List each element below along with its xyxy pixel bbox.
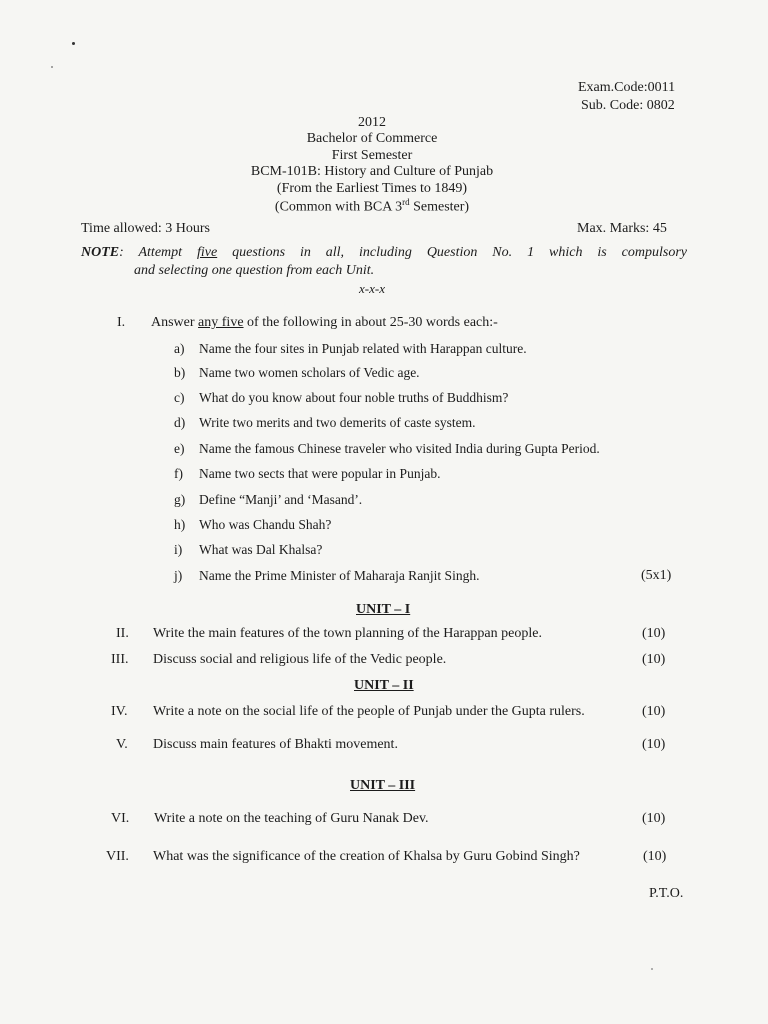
scan-speck bbox=[651, 968, 653, 970]
q1-intro-post: of the following in about 25-30 words each:- bbox=[243, 315, 498, 330]
note-emphasis: five bbox=[196, 245, 218, 260]
common-with-sup: rd bbox=[402, 197, 410, 207]
question-text: Write a note on the social life of the people of Punjab under the Gupta rulers. bbox=[153, 704, 585, 719]
pto-label: P.T.O. bbox=[649, 886, 684, 901]
exam-code: Exam.Code:0011 bbox=[578, 80, 676, 95]
question-text: Discuss social and religious life of the Vedic people. bbox=[153, 652, 447, 667]
q1-item-letter: g) bbox=[174, 492, 186, 507]
common-with-prefix: (Common with BCA 3 bbox=[274, 199, 403, 215]
q1-item-text: Name two women scholars of Vedic age. bbox=[199, 365, 420, 380]
question-text: Write the main features of the town planning of the Harappan people. bbox=[153, 626, 542, 641]
q1-item-text: What do you know about four noble truths of Buddhism? bbox=[199, 390, 509, 405]
question-marks: (10) bbox=[642, 652, 666, 667]
question-text: What was the significance of the creation of Khalsa by Guru Gobind Singh? bbox=[153, 849, 580, 864]
unit-heading: UNIT – II bbox=[354, 678, 414, 693]
time-allowed: Time allowed: 3 Hours bbox=[81, 221, 210, 236]
note-label: NOTE bbox=[81, 245, 120, 260]
question-numeral: IV. bbox=[111, 704, 128, 719]
question-numeral: II. bbox=[116, 626, 129, 641]
q1-item-letter: h) bbox=[174, 517, 186, 532]
note-colon: : bbox=[119, 245, 124, 260]
question-numeral: III. bbox=[111, 652, 129, 667]
question-text: Write a note on the teaching of Guru Nanak Dev. bbox=[154, 811, 429, 826]
question-marks: (10) bbox=[642, 704, 666, 719]
q1-item-text: Name two sects that were popular in Punjab. bbox=[199, 466, 441, 481]
q1-item-letter: j) bbox=[174, 568, 183, 583]
scan-speck bbox=[51, 66, 53, 68]
common-with-suffix: Semester) bbox=[409, 199, 470, 215]
note-part2: questions in all, including Question No. 1 which is compulsory bbox=[217, 245, 687, 260]
q1-item-text: Name the famous Chinese traveler who visited India during Gupta Period. bbox=[199, 441, 600, 456]
paper-period: (From the Earliest Times to 1849) bbox=[276, 181, 468, 196]
question-marks: (10) bbox=[643, 849, 667, 864]
semester-title: First Semester bbox=[331, 148, 413, 163]
max-marks: Max. Marks: 45 bbox=[577, 221, 667, 236]
sub-code: Sub. Code: 0802 bbox=[581, 98, 675, 113]
q1-item-text: What was Dal Khalsa? bbox=[199, 542, 323, 557]
question-numeral: VII. bbox=[106, 849, 129, 864]
exam-year: 2012 bbox=[358, 115, 386, 130]
question-marks: (10) bbox=[642, 811, 666, 826]
q1-item-text: Define “Manji’ and ‘Masand’. bbox=[199, 492, 363, 507]
q1-item-letter: i) bbox=[174, 542, 183, 557]
q1-item-letter: b) bbox=[174, 365, 186, 380]
q1-item-letter: d) bbox=[174, 415, 186, 430]
q1-item-letter: a) bbox=[174, 341, 185, 356]
note-line-1 bbox=[81, 245, 687, 261]
section-separator: x-x-x bbox=[359, 281, 385, 296]
unit-heading: UNIT – I bbox=[356, 602, 411, 617]
q1-item-letter: f) bbox=[174, 466, 183, 481]
question-text: Discuss main features of Bhakti movement. bbox=[153, 737, 398, 752]
paper-title: BCM-101B: History and Culture of Punjab bbox=[250, 164, 494, 179]
q1-item-letter: c) bbox=[174, 390, 185, 405]
q1-item-text: Write two merits and two demerits of caste system. bbox=[199, 415, 476, 430]
q1-item-text: Who was Chandu Shah? bbox=[199, 517, 332, 532]
q1-intro bbox=[151, 315, 498, 331]
scan-speck bbox=[72, 42, 75, 45]
q1-intro-pre: Answer bbox=[151, 315, 199, 330]
degree-title: Bachelor of Commerce bbox=[306, 131, 438, 146]
note-line-2: and selecting one question from each Unit. bbox=[134, 263, 375, 278]
common-with bbox=[0, 197, 756, 216]
q1-item-text: Name the four sites in Punjab related with Harappan culture. bbox=[199, 341, 527, 356]
q1-item-text: Name the Prime Minister of Maharaja Ranjit Singh. bbox=[199, 568, 480, 583]
question-marks: (10) bbox=[642, 626, 666, 641]
question-numeral: VI. bbox=[111, 811, 130, 826]
question-numeral: V. bbox=[116, 737, 128, 752]
note-part1: Attempt bbox=[123, 245, 197, 260]
q1-item-letter: e) bbox=[174, 441, 185, 456]
question-marks: (10) bbox=[642, 737, 666, 752]
q1-intro-emphasis: any five bbox=[198, 315, 244, 330]
q1-numeral: I. bbox=[117, 315, 126, 330]
unit-heading: UNIT – III bbox=[350, 778, 416, 793]
q1-marks: (5x1) bbox=[641, 568, 672, 583]
